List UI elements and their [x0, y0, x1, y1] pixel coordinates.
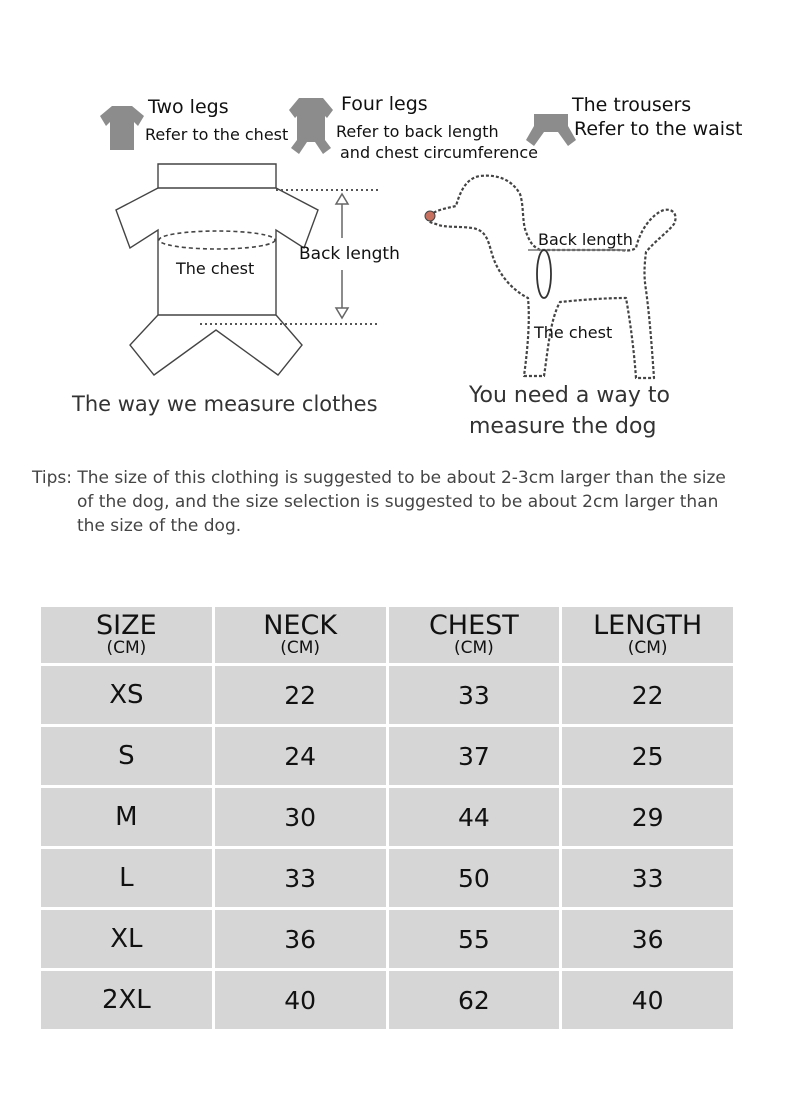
- trousers-icon: [526, 112, 576, 148]
- header-chest: CHEST (CM): [389, 607, 560, 663]
- size-cell: S: [41, 727, 212, 785]
- table-row: [41, 727, 733, 785]
- size-cell: M: [41, 788, 212, 846]
- size-cell: 2XL: [41, 971, 212, 1029]
- table-row: [41, 910, 733, 968]
- clothes-measure-diagram: [110, 160, 410, 385]
- size-cell: XL: [41, 910, 212, 968]
- tips-line-2: of the dog, and the size selection is suggested to be about 2cm larger than: [77, 492, 719, 512]
- neck-cell: 22: [215, 666, 386, 724]
- table-row: [41, 849, 733, 907]
- dog-back-length-label: Back length: [538, 230, 633, 249]
- table-header-row: [41, 607, 733, 663]
- category-two-legs-title: Two legs: [148, 96, 229, 118]
- chest-cell: 50: [389, 849, 560, 907]
- chest-cell: 44: [389, 788, 560, 846]
- table-row: [41, 971, 733, 1029]
- neck-cell: 36: [215, 910, 386, 968]
- clothes-caption: The way we measure clothes: [72, 392, 378, 416]
- category-trousers-sub: Refer to the waist: [574, 118, 743, 140]
- neck-cell: 30: [215, 788, 386, 846]
- header-length: LENGTH (CM): [562, 607, 733, 663]
- neck-cell: 24: [215, 727, 386, 785]
- two-legs-shirt-icon: [98, 104, 146, 152]
- header-neck: NECK (CM): [215, 607, 386, 663]
- dog-chest-label: The chest: [534, 323, 613, 342]
- length-cell: 40: [562, 971, 733, 1029]
- tips-line-1: Tips: The size of this clothing is suggested to be about 2-3cm larger than the size: [32, 468, 726, 488]
- chest-cell: 55: [389, 910, 560, 968]
- category-trousers-title: The trousers: [572, 94, 692, 116]
- four-legs-suit-icon: [287, 96, 335, 156]
- tips-text: [32, 466, 762, 538]
- clothes-chest-label: The chest: [176, 259, 255, 278]
- chest-cell: 33: [389, 666, 560, 724]
- length-cell: 29: [562, 788, 733, 846]
- dog-measure-diagram: [420, 170, 690, 385]
- length-cell: 25: [562, 727, 733, 785]
- table-row: [41, 788, 733, 846]
- length-cell: 22: [562, 666, 733, 724]
- neck-cell: 33: [215, 849, 386, 907]
- chest-cell: 37: [389, 727, 560, 785]
- dog-caption-line1: You need a way to: [469, 383, 670, 408]
- tips-line-3: the size of the dog.: [77, 516, 242, 536]
- size-chart-table: [38, 604, 736, 1032]
- table-row: [41, 666, 733, 724]
- category-two-legs-sub: Refer to the chest: [145, 125, 289, 144]
- category-four-legs-sub-1: Refer to back length: [336, 122, 499, 141]
- category-four-legs-title: Four legs: [341, 93, 428, 115]
- size-cell: L: [41, 849, 212, 907]
- category-four-legs-sub-2: and chest circumference: [340, 143, 538, 162]
- size-cell: XS: [41, 666, 212, 724]
- chest-cell: 62: [389, 971, 560, 1029]
- clothes-back-length-label: Back length: [299, 244, 400, 264]
- length-cell: 36: [562, 910, 733, 968]
- header-size: SIZE (CM): [41, 607, 212, 663]
- dog-caption-line2: measure the dog: [469, 414, 657, 439]
- neck-cell: 40: [215, 971, 386, 1029]
- length-cell: 33: [562, 849, 733, 907]
